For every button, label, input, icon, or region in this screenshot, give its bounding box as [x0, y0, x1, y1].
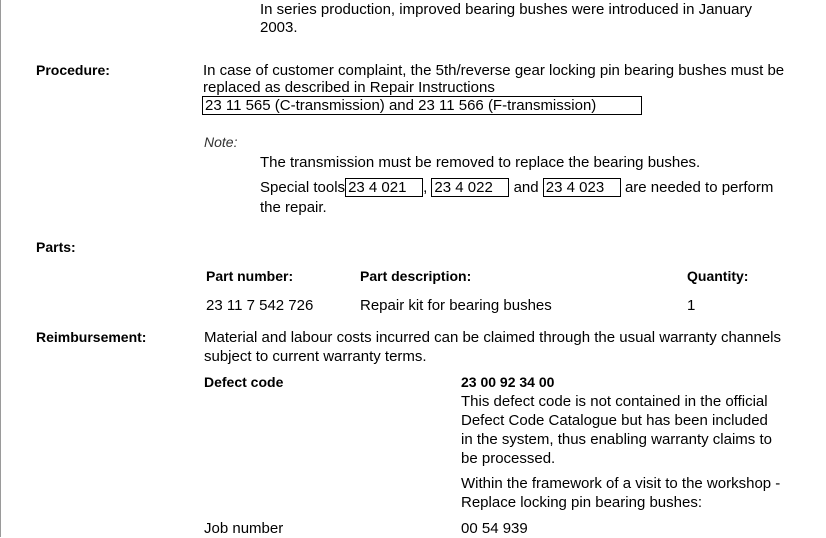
repair-instructions-ref[interactable] — [202, 96, 642, 115]
part-number-value: 23 11 7 542 726 — [206, 297, 314, 314]
defect-code-label: Defect code — [204, 374, 284, 390]
defect-code-value: 23 00 92 34 00 — [461, 374, 555, 390]
special-tools-line-2: the repair. — [260, 199, 327, 216]
tools-separator: , — [423, 179, 428, 196]
parts-label: Parts: — [36, 239, 76, 255]
defect-desc-line-3: in the system, thus enabling warranty claims to — [461, 431, 772, 448]
framework-line-1: Within the framework of a visit to the workshop - — [461, 475, 781, 492]
note-label: Note: — [204, 134, 238, 150]
defect-desc-line-2: Defect Code Catalogue but has been included — [461, 412, 768, 429]
job-number-label: Job number — [204, 520, 284, 537]
special-tools-line — [260, 178, 773, 197]
procedure-label: Procedure: — [36, 62, 110, 78]
defect-desc-line-1: This defect code is not contained in the official — [461, 393, 768, 410]
part-quantity-value: 1 — [687, 297, 696, 314]
tools-and: and — [513, 179, 539, 196]
tool-23-4-021-link[interactable]: 23 4 021 — [345, 178, 423, 197]
procedure-line-2: replaced as described in Repair Instructions — [203, 79, 495, 96]
parts-header-part-number: Part number: — [206, 268, 294, 284]
tool-23-4-022-link[interactable]: 23 4 022 — [431, 178, 509, 197]
intro-line-1: In series production, improved bearing bushes were introduced in January — [260, 1, 752, 18]
reimbursement-line-1: Material and labour costs incurred can be claimed through the usual warranty channels — [204, 329, 781, 346]
procedure-line-1: In case of customer complaint, the 5th/reverse gear locking pin bearing bushes must be — [203, 62, 785, 79]
job-number-value: 00 54 939 — [461, 520, 528, 537]
reimbursement-line-2: subject to current warranty terms. — [204, 348, 427, 365]
reimbursement-label: Reimbursement: — [36, 329, 147, 345]
intro-line-2: 2003. — [260, 19, 298, 36]
note-text: The transmission must be removed to replace the bearing bushes. — [260, 154, 701, 171]
repair-instructions-link[interactable]: 23 11 565 (C-transmission) and 23 11 566 (F-transmission) — [202, 96, 642, 115]
special-tools-suffix: are needed to perform — [624, 179, 774, 196]
tool-23-4-023-link[interactable]: 23 4 023 — [543, 178, 621, 197]
page-left-border — [0, 0, 1, 537]
framework-line-2: Replace locking pin bearing bushes: — [461, 494, 702, 511]
defect-desc-line-4: be processed. — [461, 450, 556, 467]
special-tools-prefix: Special tools — [260, 179, 346, 196]
parts-header-description: Part description: — [360, 268, 472, 284]
part-description-value: Repair kit for bearing bushes — [360, 297, 552, 314]
parts-header-quantity: Quantity: — [687, 268, 749, 284]
